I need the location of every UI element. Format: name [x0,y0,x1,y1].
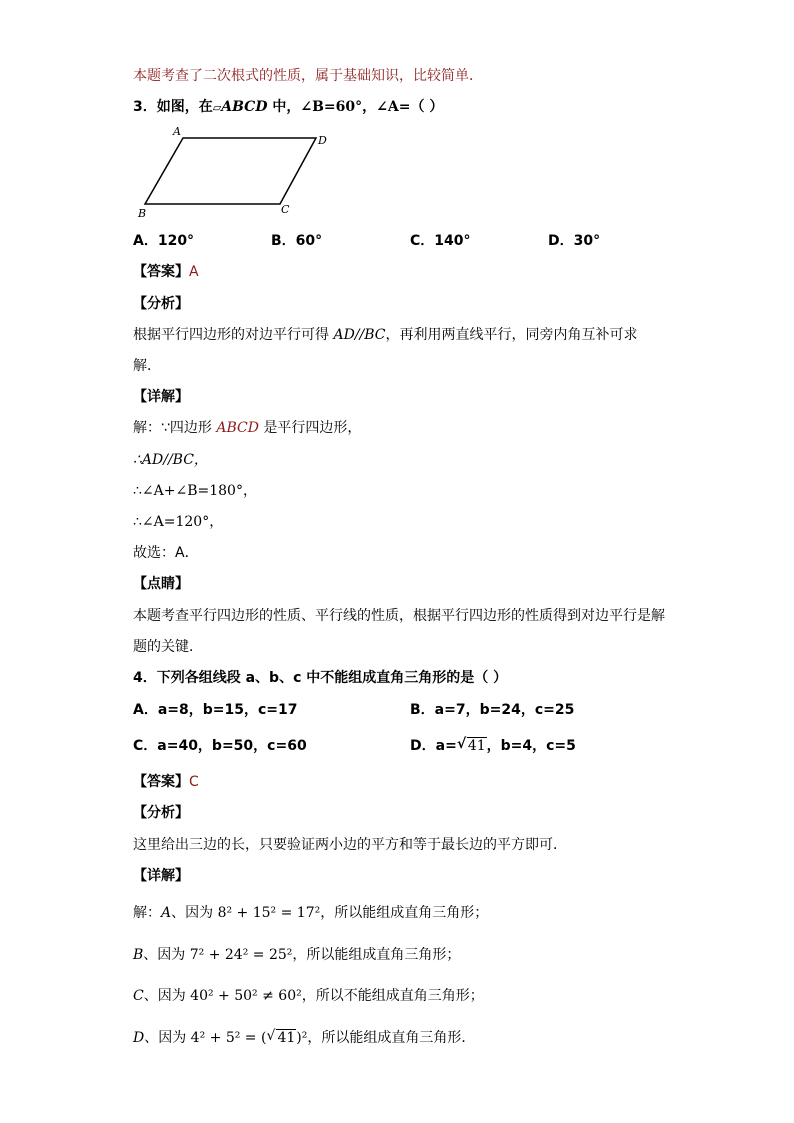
q4-option-a: A．a=8，b=15，c=17 [133,702,298,718]
q4-detail-tag: 【详解】 [133,868,189,884]
q3-option-c: C．140° [410,233,471,249]
q3-sep: ， [362,99,377,115]
q3-analysis-math: AD//BC [333,327,386,343]
q3-comment-line1: 本题考查平行四边形的性质、平行线的性质，根据平行四边形的性质得到对边平行是解 [133,608,665,624]
q3-angle-a: ∠A= [376,99,411,115]
q3-answer [133,262,199,282]
q4-detail-a-letter: A [161,905,172,921]
q4-detail-d-letter: D [133,1030,145,1046]
q3-detail-tag: 【详解】 [133,389,189,405]
q3-option-d: D．30° [548,233,601,249]
q3-detail-line3: ∴∠A+∠B=180°， [133,483,257,499]
q3-option-b: B．60° [271,233,323,249]
q4-detail-d [133,1028,475,1048]
q4-detail-b [133,945,460,965]
q4-detail-d-text-b: )²，所以能组成直角三角形． [296,1030,476,1046]
q4-detail-c-text: 、因为 40² + 50² ≠ 60²，所以不能组成直角三角形； [143,988,484,1004]
q3-analysis-line1 [133,325,637,345]
intro-line: 本题考查了二次根式的性质，属于基础知识，比较简单． [133,68,483,84]
sqrt-icon: √ [266,1028,276,1044]
q3-angle-b: ∠B=60° [300,99,363,115]
q4-detail-a-prefix: 解： [133,905,161,921]
q4-detail-c [133,986,484,1006]
q4-option-d-sqrt [457,736,487,756]
vertex-label-b: B [138,207,147,220]
q4-detail-b-text: 、因为 7² + 24² = 25²，所以能组成直角三角形； [143,947,461,963]
parallelogram-symbol: ▱ [212,101,222,114]
q4-detail-d-radicand: 41 [277,1030,296,1046]
q4-detail-d-text-a: 、因为 4² + 5² = ( [144,1030,267,1046]
q3-blank: （ ） [410,99,444,115]
q4-analysis-line: 这里给出三边的长，只要验证两小边的平方和等于最长边的平方即可． [133,837,567,853]
q3-analysis-text-b: ，再利用两直线平行，同旁内角互补可求 [385,327,638,343]
parallelogram-shape [145,138,316,204]
q3-detail-line2: ∴AD//BC， [133,452,208,468]
q3-analysis-text-a: 根据平行四边形的对边平行可得 [133,327,334,343]
q4-option-d [410,736,576,756]
q3-analysis-line2: 解． [133,358,161,374]
q3-comment-tag: 【点睛】 [133,576,189,592]
q4-option-c: C．a=40，b=50，c=60 [133,738,307,754]
vertex-label-c: C [281,203,290,216]
q3-detail-math: ABCD [216,420,259,436]
q3-answer-tag: 【答案】 [133,264,189,280]
q4-option-d-suffix: ，b=4，c=5 [486,738,576,754]
q4-option-d-prefix: D．a= [410,738,457,754]
q4-option-b: B．a=7，b=24，c=25 [410,702,575,718]
parallelogram-figure [130,124,340,224]
q3-mid: 中， [267,99,301,115]
q4-option-d-radicand: 41 [467,738,486,754]
q4-answer-value: C [189,774,199,790]
q3-analysis-tag: 【分析】 [133,296,189,312]
q3-detail-text-b: 是平行四边形， [258,420,362,436]
q3-answer-value: A [189,264,199,280]
q4-detail-d-sqrt [266,1028,296,1048]
vertex-label-d: D [318,134,327,147]
q3-detail-line1 [133,418,361,438]
q3-option-a: A．120° [133,233,195,249]
q3-detail-line5: 故选：A． [133,545,199,561]
q4-detail-a-text: 、因为 8² + 15² = 17²，所以能组成直角三角形； [171,905,489,921]
vertex-label-a: A [173,125,181,138]
q4-detail-b-letter: B [133,947,144,963]
q3-shape-name: ABCD [221,99,268,115]
q3-detail-text-a: 解：∵四边形 [133,420,217,436]
sqrt-icon: √ [456,736,467,752]
q3-stem [133,97,443,118]
q3-detail-line4: ∴∠A=120°， [133,514,224,530]
q3-comment-line2: 题的关键． [133,639,203,655]
q4-analysis-tag: 【分析】 [133,805,189,821]
q4-stem: 4．下列各组线段 a、b、c 中不能组成直角三角形的是（ ） [133,670,508,686]
q4-detail-c-letter: C [133,988,144,1004]
q4-detail-a [133,903,488,923]
q3-prefix: 3．如图，在 [133,99,213,115]
q4-answer [133,772,199,792]
q4-answer-tag: 【答案】 [133,774,189,790]
